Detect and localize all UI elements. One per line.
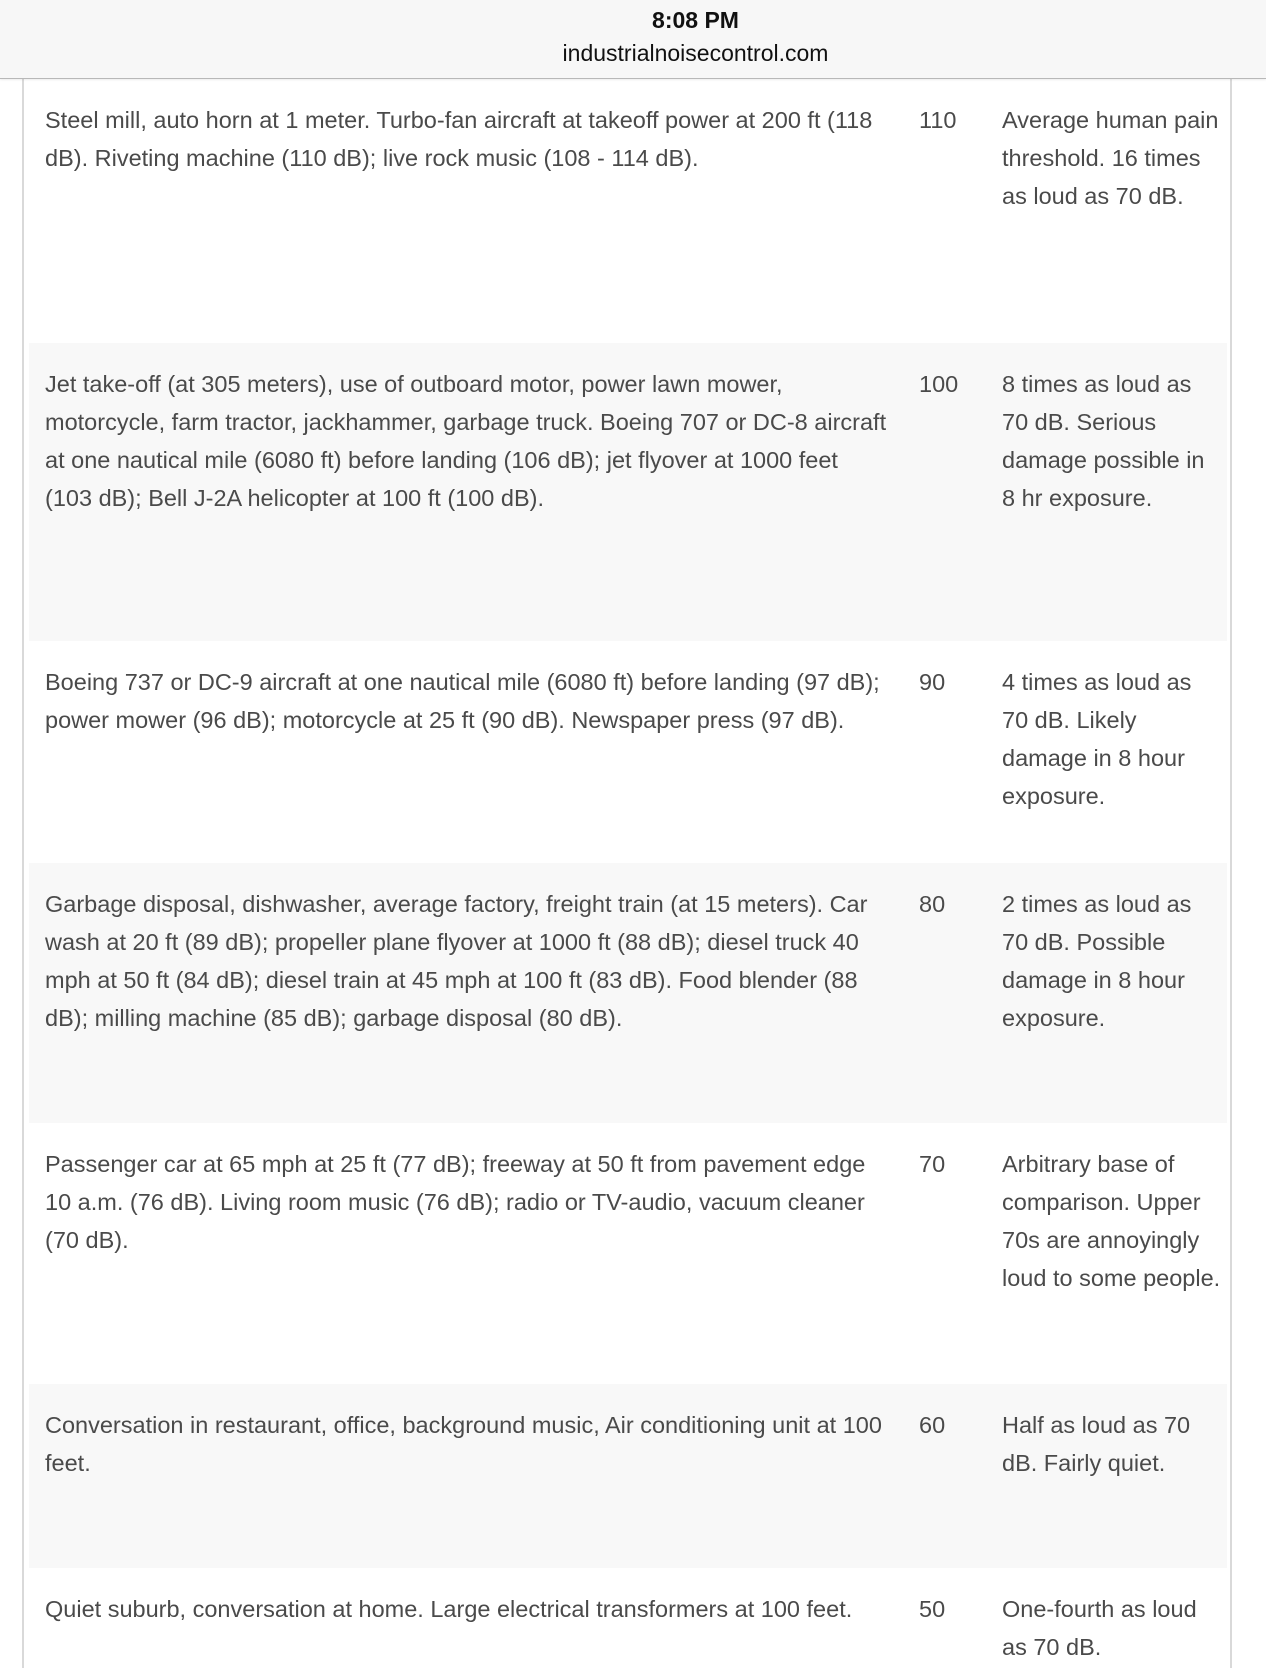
- effect-cell: Half as loud as 70 dB. Fairly quiet.: [1002, 1412, 1191, 1476]
- decibel-cell: 100: [919, 371, 959, 397]
- noise-source-cell: Boeing 737 or DC-9 aircraft at one nautical mile (6080 ft) before landing (97 dB); power mower (96 dB); motorcycle at 25 ft (90 dB). Newspaper press (97 dB).: [45, 669, 880, 733]
- decibel-cell: 70: [919, 1151, 946, 1177]
- status-time: 8:08 PM: [652, 7, 739, 33]
- table-row: [29, 1384, 1227, 1568]
- noise-source-cell: Conversation in restaurant, office, background music, Air conditioning unit at 100 feet.: [45, 1412, 882, 1476]
- noise-source-cell: Jet take-off (at 305 meters), use of outboard motor, power lawn mower, motorcycle, farm tractor, jackhammer, garbage truck. Boeing 707 or DC-8 aircraft at one nautical mile (6080 ft) before landing (106 dB); jet flyover at 1000 feet (103 dB); Bell J-2A helicopter at 100 ft (100 dB).: [45, 371, 887, 511]
- effect-cell: Average human pain threshold. 16 times as loud as 70 dB.: [1002, 107, 1219, 209]
- effect-cell: 2 times as loud as 70 dB. Possible damage in 8 hour exposure.: [1002, 891, 1192, 1031]
- decibel-cell: 90: [919, 669, 946, 695]
- effect-cell: One-fourth as loud as 70 dB.: [1002, 1596, 1197, 1660]
- noise-source-cell: Steel mill, auto horn at 1 meter. Turbo-fan aircraft at takeoff power at 200 ft (118 dB). Riveting machine (110 dB); live rock music (108 - 114 dB).: [45, 107, 873, 171]
- effect-cell: Arbitrary base of comparison. Upper 70s are annoyingly loud to some people.: [1002, 1151, 1221, 1291]
- decibel-cell: 60: [919, 1412, 946, 1438]
- decibel-cell: 50: [919, 1596, 946, 1622]
- table-row: [29, 1123, 1227, 1384]
- noise-source-cell: Garbage disposal, dishwasher, average factory, freight train (at 15 meters). Car wash at 20 ft (89 dB); propeller plane flyover at 1000 ft (88 dB); diesel truck 40 mph at 50 ft (84 dB); diesel train at 45 mph at 100 ft (83 dB). Food blender (88 dB); milling machine (85 dB); garbage disposal (80 dB).: [45, 891, 868, 1031]
- effect-cell: 4 times as loud as 70 dB. Likely damage in 8 hour exposure.: [1002, 669, 1192, 809]
- effect-cell: 8 times as loud as 70 dB. Serious damage possible in 8 hr exposure.: [1002, 371, 1205, 511]
- decibel-cell: 110: [919, 107, 957, 133]
- table-row: [29, 641, 1227, 863]
- table-row: [29, 863, 1227, 1123]
- browser-status-bar: [0, 0, 1266, 79]
- noise-source-cell: Quiet suburb, conversation at home. Large electrical transformers at 100 feet.: [45, 1596, 853, 1622]
- address-url[interactable]: industrialnoisecontrol.com: [562, 40, 829, 66]
- table-row: [29, 79, 1227, 343]
- decibel-cell: 80: [919, 891, 946, 917]
- noise-source-cell: Passenger car at 65 mph at 25 ft (77 dB); freeway at 50 ft from pavement edge 10 a.m. (76 dB). Living room music (76 dB); radio or TV-audio, vacuum cleaner (70 dB).: [45, 1151, 866, 1253]
- table-row: [29, 1568, 1227, 1668]
- noise-level-table: [29, 79, 1227, 1668]
- table-row: [29, 343, 1227, 641]
